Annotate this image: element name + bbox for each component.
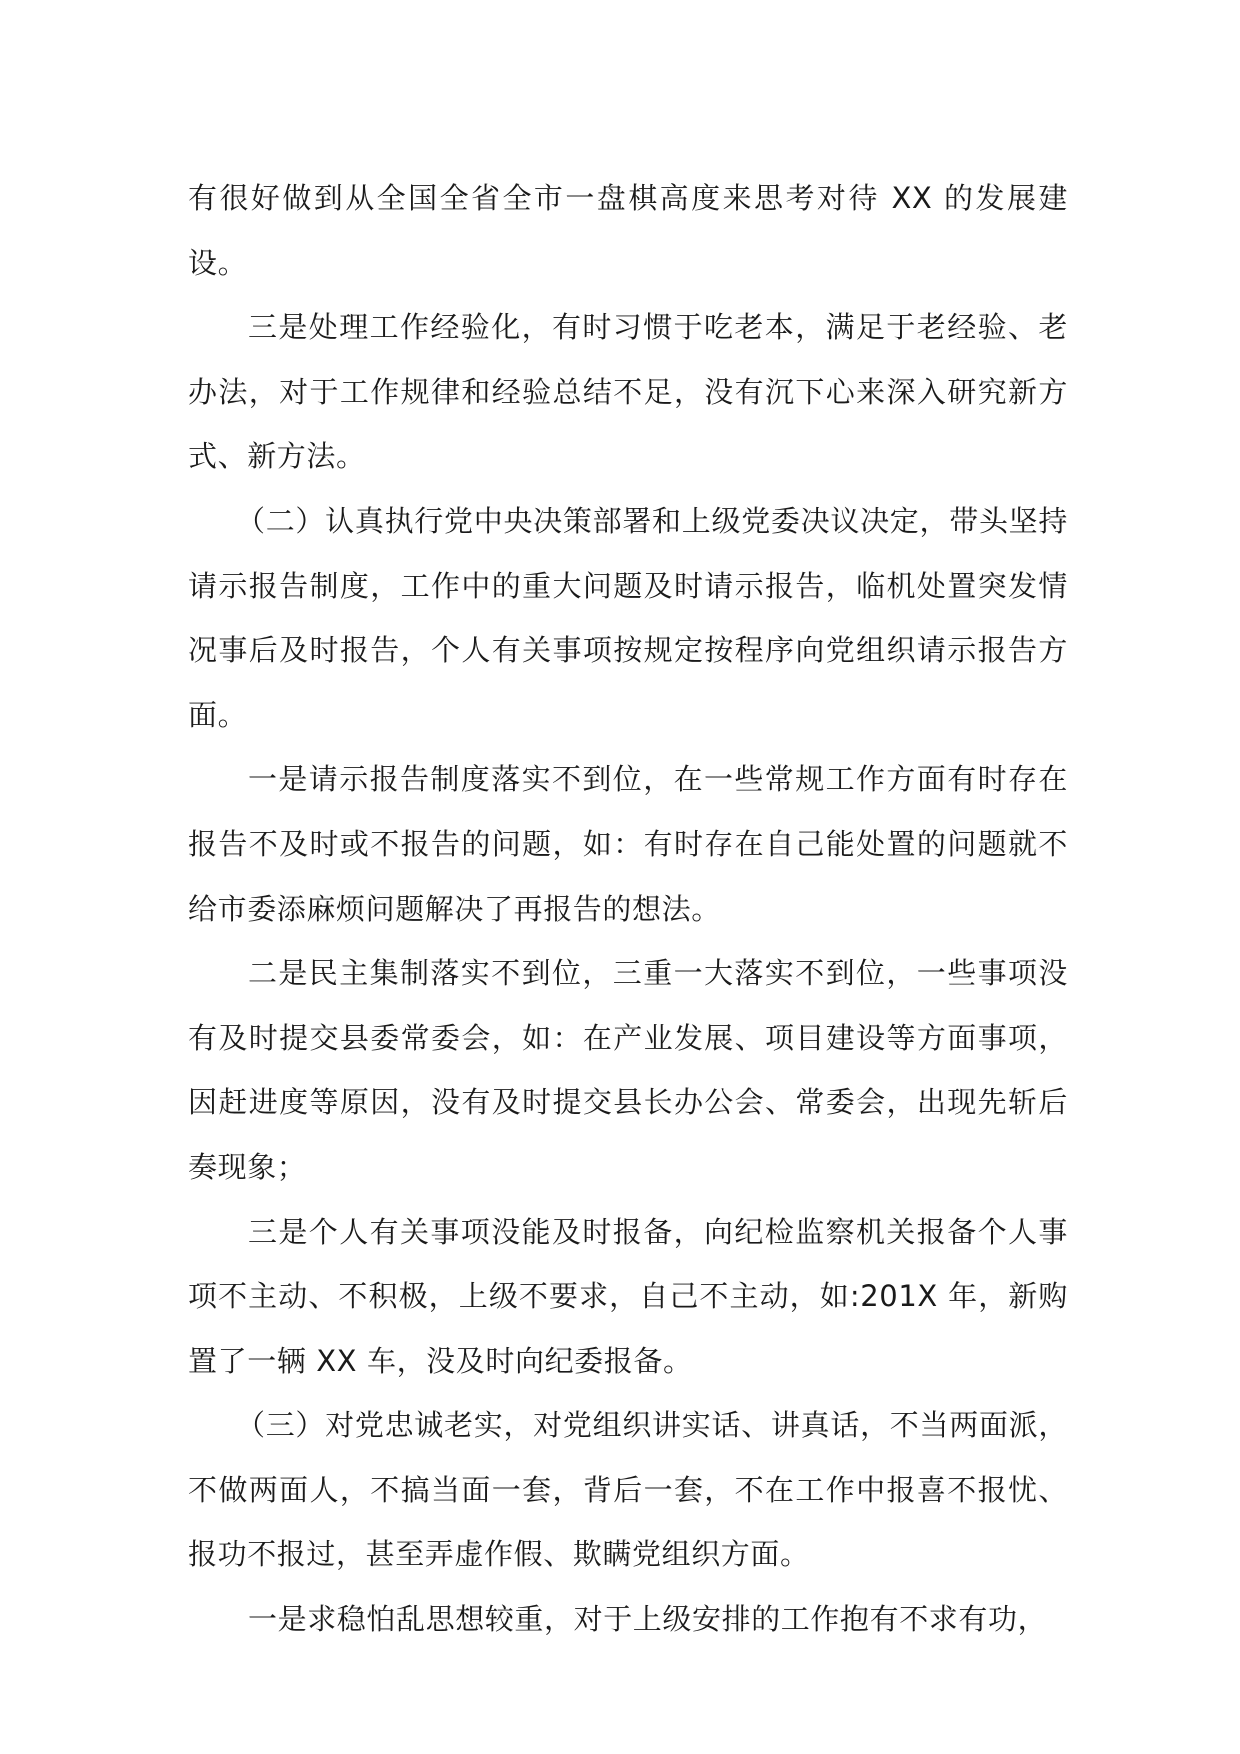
paragraph-point-one-b: 一是求稳怕乱思想较重，对于上级安排的工作抱有不求有功， <box>248 1602 1048 1637</box>
paragraph-point-two: 二是民主集制落实不到位，三重一大落实不到位，一些事项没有及时提交县委常委会，如：在产业发展、项目建设等方面事项，因赶进度等原因，没有及时提交县长办公会、常委会，出现先斩后奏现象； <box>188 956 1068 1184</box>
document-body <box>188 166 1068 1652</box>
section-heading-three: （三）对党忠诚老实，对党组织讲实话、讲真话，不当两面派，不做两面人，不搞当面一套，背后一套，不在工作中报喜不报忧、报功不报过，甚至弄虚作假、欺瞒党组织方面。 <box>188 1408 1068 1572</box>
paragraph-point-one: 一是请示报告制度落实不到位，在一些常规工作方面有时存在报告不及时或不报告的问题，如：有时存在自己能处置的问题就不给市委添麻烦问题解决了再报告的想法。 <box>188 762 1068 926</box>
section-heading-two: （二）认真执行党中央决策部署和上级党委决议决定，带头坚持请示报告制度，工作中的重大问题及时请示报告，临机处置突发情况事后及时报告，个人有关事项按规定按程序向党组织请示报告方面。 <box>188 503 1068 732</box>
paragraph-point-three-b: 三是个人有关事项没能及时报备，向纪检监察机关报备个人事项不主动、不积极，上级不要求，自己不主动，如:201X 年，新购置了一辆 XX 车，没及时向纪委报备。 <box>188 1214 1068 1378</box>
paragraph-point-three: 三是处理工作经验化，有时习惯于吃老本，满足于老经验、老办法，对于工作规律和经验总结不足，没有沉下心来深入研究新方式、新方法。 <box>188 310 1068 474</box>
paragraph-continuation: 有很好做到从全国全省全市一盘棋高度来思考对待 XX 的发展建设。 <box>188 181 1068 280</box>
